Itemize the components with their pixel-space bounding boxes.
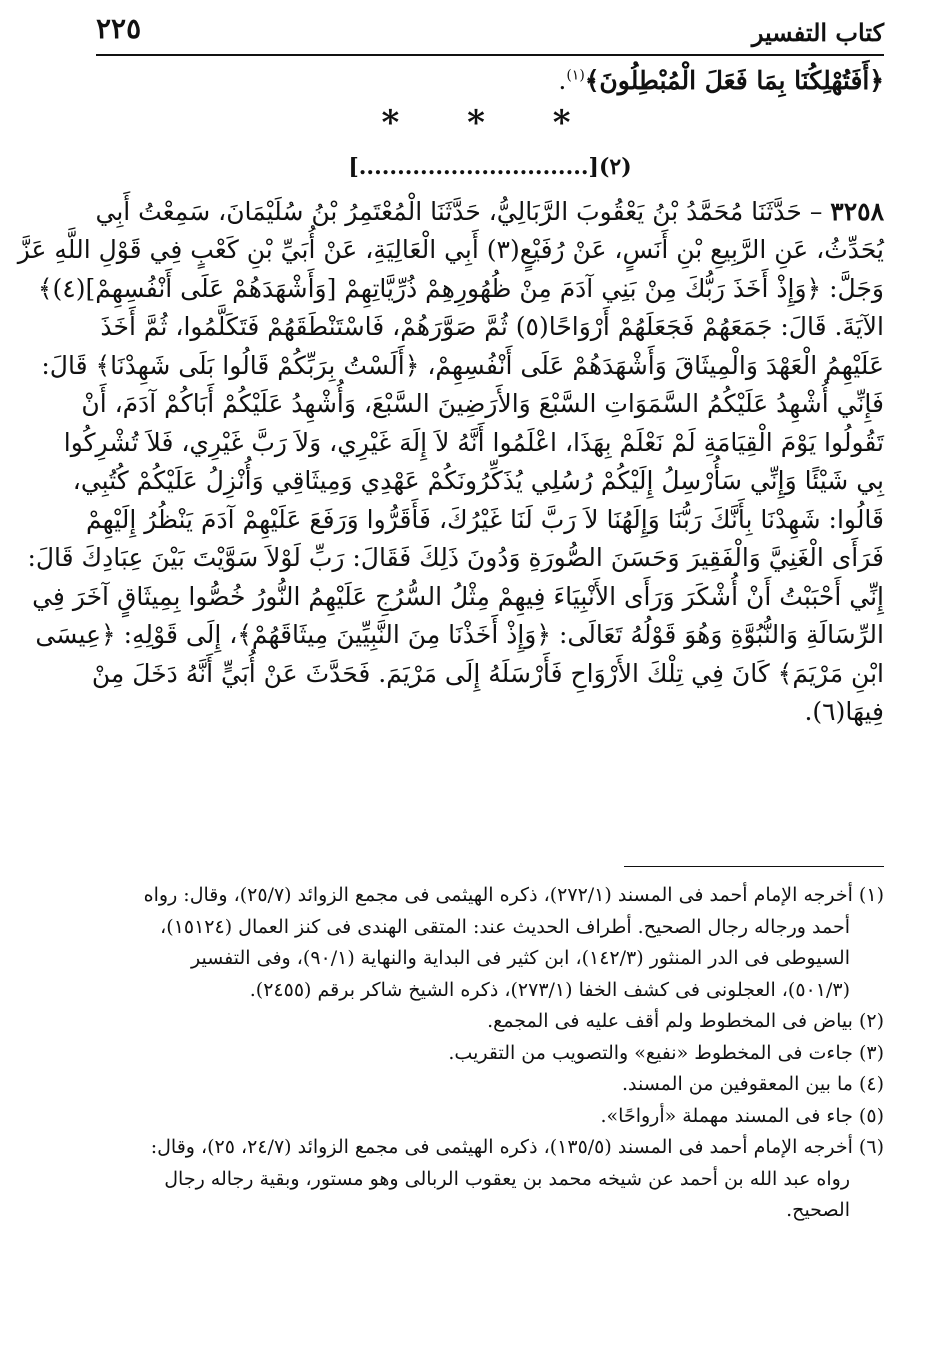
footnote-1-cont: أحمد ورجاله رجال الصحيح. أطراف الحديث عند: المتقى الهندى فى كنز العمال (١٥١٢٤)، <box>160 915 850 938</box>
opening-verse-line <box>96 62 884 101</box>
hadith-line-6: فَإِنِّي أُشْهِدُ عَلَيْكُمُ السَّمَوَاتِ السَّبْعَ وَالأَرَضِينَ السَّبْعَ، وَأُشْهِدُ عَلَيْكُمْ أَبَاكُمْ آدَمَ، أَنْ <box>81 389 884 418</box>
missing-text-bracket: [..............................](٢) <box>348 153 632 180</box>
hadith-line-13: ابْنِ مَرْيَمَ﴾ كَانَ فِي تِلْكَ الأَرْوَاحِ فَأَرْسَلَهُ إِلَى مَرْيَمَ. فَحَدَّثَ عَنْ أُبَيٍّ أَنَّهُ دَخَلَ مِنْ <box>91 658 884 688</box>
footnote-divider <box>624 866 884 867</box>
footnotes <box>96 880 884 1227</box>
page-number: ٢٢٥ <box>96 12 142 45</box>
footnote-6: (٦) أخرجه الإمام أحمد فى المسند (١٣٥/٥)، ذكره الهيثمى فى مجمع الزوائد (٢٤/٧، ٢٥)، وقال: <box>150 1136 884 1158</box>
section-separator: * * * <box>381 102 599 143</box>
hadith-number: ٣٢٥٨ <box>830 196 884 226</box>
footnote-ref: (١) <box>566 67 585 84</box>
hadith-line-11: إِنِّي أَحْبَبْتُ أَنْ أُشْكَرَ وَرَأَى الأَنْبِيَاءَ فِيهِمْ مِثْلُ السُّرُجِ عَلَيْهِمُ النُّورُ خُصُّوا بِمِيثَاقٍ آخَرَ فِي <box>32 581 884 611</box>
opening-verse: ﴿أَفَتُهْلِكُنَا بِمَا فَعَلَ الْمُبْطِلُونَ﴾ <box>584 66 884 95</box>
footnote-1: (١) أخرجه الإمام أحمد فى المسند (٢٧٢/١)، ذكره الهيثمى فى مجمع الزوائد (٢٥/٧)، وقال: رواه <box>143 884 884 906</box>
footnote-1-cont: السيوطى فى الدر المنثور (١٤٢/٣)، ابن كثير فى البداية والنهاية (٩٠/١)، وفى التفسير <box>191 947 850 969</box>
hadith-line-14: فِيهَا(٦). <box>804 697 884 726</box>
hadith-line-7: تَقُولُوا يَوْمَ الْقِيَامَةِ لَمْ نَعْلَمْ بِهَذَا، اعْلَمُوا أَنَّهُ لاَ إِلَهَ غَيْرِي، وَلاَ رَبَّ غَيْرِي، فَلاَ تُشْرِكُوا <box>63 427 884 457</box>
footnote-3: (٣) جاءت فى المخطوط «نفيع» والتصويب من التقريب. <box>448 1041 884 1064</box>
hadith-line-8: بِي شَيْئًا وَإِنِّي سَأُرْسِلُ إِلَيْكُمْ رُسُلِي يُذَكِّرُونَكُمْ عَهْدِي وَمِيثَاقِي وَأُنْزِلُ عَلَيْكُمْ كُتُبِي، <box>72 466 884 495</box>
hadith-line-9: قَالُوا: شَهِدْنَا بِأَنَّكَ رَبُّنَا وَإِلَهُنَا لاَ رَبَّ لَنَا غَيْرُكَ، فَأَقَرُّوا وَرَفَعَ عَلَيْهِمْ آدَمَ يَنْظُرُ إِلَيْهِمْ <box>86 504 884 534</box>
hadith-line-5: عَلَيْهِمُ الْعَهْدَ وَالْمِيثَاقَ وَأَشْهَدَهُمْ عَلَى أَنْفُسِهِمْ، ﴿أَلَسْتُ بِرَبِّكُمْ قَالُوا بَلَى شَهِدْنَا﴾ قَالَ: <box>41 350 884 380</box>
main-text <box>17 62 884 732</box>
hadith-line-2: يُحَدِّثُ، عَنِ الرَّبِيعِ بْنِ أَنَسٍ، عَنْ رُفَيْعٍ(٣) أَبِي الْعَالِيَةِ، عَنْ أُبَيِّ بْنِ كَعْبٍ فِي قَوْلِ اللَّهِ عَزَّ <box>17 235 884 264</box>
hadith-line-1 <box>96 193 884 232</box>
hadith-line-3: وَجَلَّ: ﴿وَإِذْ أَخَذَ رَبُّكَ مِنْ بَنِي آدَمَ مِنْ ظُهُورِهِمْ ذُرِّيَّاتِهِمْ [وَأَشْهَدَهُمْ عَلَى أَنْفُسِهِمْ](٤)﴾ <box>37 273 884 303</box>
hadith-line-4: الآيَةَ. قَالَ: جَمَعَهُمْ فَجَعَلَهُمْ أَرْوَاحًا(٥) ثُمَّ صَوَّرَهُمْ، فَاسْتَنْطَقَهُمْ فَتَكَلَّمُوا، ثُمَّ أَخَذَ <box>100 312 884 341</box>
hadith-text: – حَدَّثَنَا مُحَمَّدُ بْنُ يَعْقُوبَ الرَّبَالِيُّ، حَدَّثَنَا الْمُعْتَمِرُ بْنُ سُلَيْمَانَ، سَمِعْتُ أَبِي <box>95 196 823 226</box>
footnote-4: (٤) ما بين المعقوفين من المسند. <box>621 1073 884 1095</box>
book-title: كتاب التفسير <box>751 18 884 47</box>
footnote-6-cont: رواه عبد الله بن أحمد عن شيخه محمد بن يعقوب الربالى وهو مستور، وبقية رجاله رجال <box>164 1167 850 1190</box>
opening-end: . <box>558 66 567 95</box>
page-header <box>96 8 884 56</box>
hadith-line-12: الرِّسَالَةِ وَالنُّبُوَّةِ وَهُوَ قَوْلُهُ تَعَالَى: ﴿وَإِذْ أَخَذْنَا مِنَ النَّبِيِّينَ مِيثَاقَهُمْ﴾، إِلَى قَوْلِهِ: ﴿عِيسَى <box>35 620 884 649</box>
footnote-6-cont: الصحيح. <box>786 1199 850 1221</box>
footnote-1-cont: (٥٠١/٣)، العجلونى فى كشف الخفا (٢٧٣/١)، ذكره الشيخ شاكر برقم (٢٤٥٥). <box>249 978 850 1001</box>
footnote-5: (٥) جاء فى المسند مهملة «أرواحًا». <box>600 1104 884 1127</box>
footnote-2: (٢) بياض فى المخطوط ولم أقف عليه فى المجمع. <box>487 1010 884 1032</box>
hadith-line-10: فَرَأَى الْغَنِيَّ وَالْفَقِيرَ وَحَسَنَ الصُّورَةِ وَدُونَ ذَلِكَ فَقَالَ: رَبِّ لَوْلاَ سَوَّيْتَ بَيْنَ عِبَادِكَ قَالَ: <box>27 543 884 572</box>
